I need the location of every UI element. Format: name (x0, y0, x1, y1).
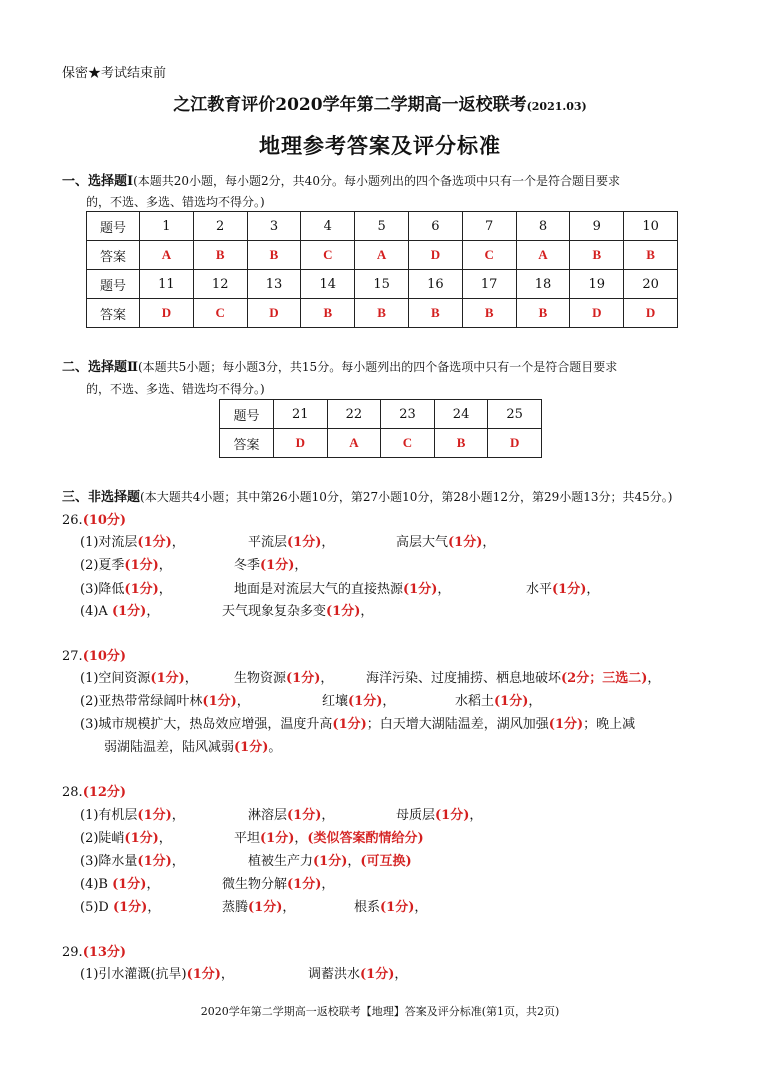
section2-heading (62, 356, 617, 375)
separator: ， (146, 604, 160, 619)
q28-heading (62, 781, 126, 800)
q-num-cell: 24 (434, 400, 488, 429)
score-mark: (1分) (287, 877, 322, 892)
header-cell: 答案 (87, 241, 140, 270)
score-mark: (1分) (287, 808, 322, 823)
score-mark: (1分) (112, 877, 147, 892)
q29-line1-part2 (308, 963, 407, 982)
q-num-cell: 4 (301, 212, 355, 241)
separator: ， (236, 694, 250, 709)
answer-text: ；晚上减 (583, 717, 636, 732)
answer-cell: B (247, 241, 301, 270)
q-num-cell: 13 (247, 270, 301, 299)
answer-text: 天气现象复杂多变 (222, 604, 327, 619)
answer-cell: D (140, 299, 194, 328)
answer-text: ；白天增大湖陆温差，湖风加强 (366, 717, 549, 732)
q26-line1 (80, 531, 185, 550)
header-cell: 题号 (220, 400, 274, 429)
separator: ， (360, 604, 374, 619)
answer-text: (1)对流层 (80, 535, 138, 550)
score-mark: (1分) (137, 854, 172, 869)
table-row (220, 400, 542, 429)
q26-line1-part3 (396, 531, 495, 550)
answer-text: (3)降水量 (80, 854, 138, 869)
answer-text: 根系 (354, 900, 381, 915)
q26-heading (62, 509, 126, 528)
answer-cell: B (434, 429, 488, 458)
q28-line1-part2 (248, 804, 334, 823)
header-cell: 题号 (87, 212, 140, 241)
answer-cell: A (327, 429, 381, 458)
q-num-cell: 23 (381, 400, 435, 429)
q28-score: (12分) (82, 785, 127, 800)
answer-text: 平坦 (234, 831, 261, 846)
separator: ， (294, 831, 308, 846)
q27-number: 27. (62, 649, 83, 664)
answer-cell: B (516, 299, 570, 328)
q-num-cell: 14 (301, 270, 355, 299)
q-num-cell: 11 (140, 270, 194, 299)
answer-text: (2)亚热带常绿阔叶林 (80, 694, 203, 709)
section3-title: 三、非选择题 (62, 490, 141, 505)
separator: ， (147, 900, 161, 915)
answer-text: (1)有机层 (80, 808, 138, 823)
q28-line5 (80, 896, 160, 915)
separator: ， (171, 854, 185, 869)
score-mark: (1分) (202, 694, 237, 709)
score-mark: (1分) (111, 604, 147, 619)
answer-cell: B (462, 299, 516, 328)
q28-line2-part2 (234, 827, 424, 846)
separator: ， (282, 900, 296, 915)
q-num-cell: 9 (570, 212, 624, 241)
q-num-cell: 7 (462, 212, 516, 241)
separator: 。 (268, 740, 282, 755)
answer-text: 冬季 (234, 558, 261, 573)
answer-text: (2)陡峭 (80, 831, 125, 846)
answer-text: (4)B (80, 877, 108, 892)
grading-note: (可互换) (360, 854, 412, 869)
score-mark: (1分) (548, 717, 584, 732)
answer-cell: D (570, 299, 624, 328)
separator: ， (414, 900, 428, 915)
answer-text: 调蓄洪水 (308, 967, 361, 982)
answer-cell: D (408, 241, 462, 270)
confidential-label: 保密★考试结束前 (62, 66, 167, 81)
q-num-cell: 12 (193, 270, 247, 299)
score-mark: (1分) (150, 671, 185, 686)
score-mark: (1分) (124, 558, 159, 573)
answer-text: (5)D (80, 900, 109, 915)
separator: ， (382, 694, 396, 709)
answer-text: (4)A (80, 604, 108, 619)
score-mark: (1分) (494, 694, 529, 709)
q28-line5-part2 (222, 896, 295, 915)
separator: ， (158, 582, 172, 597)
q-num-cell: 25 (488, 400, 542, 429)
table-row (87, 299, 678, 328)
section1-heading (62, 170, 620, 189)
score-mark: (1分) (260, 558, 295, 573)
exam-title (0, 90, 760, 115)
answer-text: 水平 (526, 582, 553, 597)
q27-line2-part3 (455, 690, 541, 709)
q28-line4-part2 (222, 873, 334, 892)
answer-text: 海洋污染、过度捕捞、栖息地破坏 (366, 671, 562, 686)
score-mark: (1分) (448, 535, 483, 550)
separator: ， (158, 831, 172, 846)
answer-cell: C (462, 241, 516, 270)
answer-text: 生物资源 (234, 671, 287, 686)
score-mark: (1分) (124, 582, 159, 597)
answer-cell: C (193, 299, 247, 328)
separator: ， (647, 671, 661, 686)
q-num-cell: 21 (274, 400, 328, 429)
table-row (220, 429, 542, 458)
answer-text: (3)城市规模扩大，热岛效应增强，温度升高 (80, 717, 333, 732)
answer-text: 水稻土 (455, 694, 495, 709)
q28-line3 (80, 850, 185, 869)
q28-number: 28. (62, 785, 83, 800)
q27-line1-part2 (234, 667, 333, 686)
answer-text: 弱湖陆温差，陆风减弱 (104, 740, 235, 755)
section3-heading (62, 486, 672, 505)
answer-cell: C (301, 241, 355, 270)
q28-line1 (80, 804, 185, 823)
q-num-cell: 6 (408, 212, 462, 241)
score-mark: (1分) (248, 900, 283, 915)
section2-desc-line1: (本题共5小题；每小题3分，共15分。每小题列出的四个备选项中只有一个是符合题目要求 (137, 360, 618, 374)
q28-line1-part3 (396, 804, 482, 823)
answer-text: 高层大气 (396, 535, 449, 550)
separator: ， (528, 694, 542, 709)
header-cell: 题号 (87, 270, 140, 299)
q-num-cell: 18 (516, 270, 570, 299)
section3-desc: (本大题共4小题；其中第26小题10分，第27小题10分，第28小题12分，第29小题13分；共45分。) (140, 490, 673, 504)
q29-heading (62, 941, 126, 960)
q27-line2-part2 (322, 690, 395, 709)
answer-cell: B (570, 241, 624, 270)
separator: ， (321, 808, 335, 823)
q-num-cell: 8 (516, 212, 570, 241)
section1-answer-table (86, 211, 678, 328)
answer-text: (2)夏季 (80, 558, 125, 573)
score-mark: (1分) (186, 967, 221, 982)
separator: ， (469, 808, 483, 823)
score-mark: (1分) (380, 900, 415, 915)
section1-desc-line2: 的，不选、多选、错选均不得分。) (86, 195, 265, 209)
score-mark: (2分；三选二) (561, 671, 648, 686)
table-row (87, 212, 678, 241)
q26-line3-part2 (234, 578, 450, 597)
separator: ， (158, 558, 172, 573)
answer-text: (3)降低 (80, 582, 125, 597)
answer-cell: B (355, 299, 409, 328)
separator: ， (482, 535, 496, 550)
answer-text: (1)引水灌溉(抗旱) (80, 967, 187, 982)
score-mark: (1分) (313, 854, 348, 869)
q27-line1 (80, 667, 198, 686)
separator: ， (321, 535, 335, 550)
answer-cell: A (140, 241, 194, 270)
score-mark: (1分) (403, 582, 438, 597)
q27-score: (10分) (82, 649, 127, 664)
q26-line1-part2 (248, 531, 334, 550)
answer-cell: D (624, 299, 678, 328)
q28-line3-part2 (248, 850, 412, 869)
q27-line3 (80, 713, 635, 732)
q-num-cell: 16 (408, 270, 462, 299)
score-mark: (1分) (287, 535, 322, 550)
q26-score: (10分) (82, 513, 127, 528)
answer-cell: B (624, 241, 678, 270)
separator: ， (171, 535, 185, 550)
separator: ， (320, 671, 334, 686)
score-mark: (1分) (234, 740, 269, 755)
answer-text: 微生物分解 (222, 877, 288, 892)
q27-line4 (104, 736, 281, 755)
section1-desc-line1: (本题共20小题，每小题2分，共40分。每小题列出的四个备选项中只有一个是符合题目要求 (133, 174, 620, 188)
answer-cell: B (408, 299, 462, 328)
q-num-cell: 5 (355, 212, 409, 241)
score-mark: (1分) (326, 604, 361, 619)
q26-number: 26. (62, 513, 83, 528)
q26-line3-part3 (526, 578, 599, 597)
separator: ， (437, 582, 451, 597)
grading-note: (类似答案酌情给分) (307, 831, 424, 846)
q-num-cell: 1 (140, 212, 194, 241)
separator: ， (220, 967, 234, 982)
answer-text: 植被生产力 (248, 854, 314, 869)
q28-line5-part3 (354, 896, 427, 915)
q29-number: 29. (62, 945, 83, 960)
q-num-cell: 15 (355, 270, 409, 299)
section2-title: 二、选择题Ⅱ (62, 360, 138, 375)
separator: ， (586, 582, 600, 597)
separator: ， (347, 854, 361, 869)
score-mark: (1分) (286, 671, 321, 686)
q28-line4 (80, 873, 159, 892)
score-mark: (1分) (348, 694, 383, 709)
answer-text: 蒸腾 (222, 900, 249, 915)
q-num-cell: 10 (624, 212, 678, 241)
q26-line4-part2 (222, 600, 373, 619)
score-mark: (1分) (137, 808, 172, 823)
answer-cell: B (301, 299, 355, 328)
exam-date: (2021.03) (526, 100, 587, 113)
answer-text: 地面是对流层大气的直接热源 (234, 582, 404, 597)
q28-line2 (80, 827, 172, 846)
answer-cell: B (193, 241, 247, 270)
q26-line2 (80, 554, 172, 573)
q26-line3 (80, 578, 172, 597)
answer-text: (1)空间资源 (80, 671, 151, 686)
q26-line4 (80, 600, 159, 619)
separator: ， (294, 558, 308, 573)
q-num-cell: 3 (247, 212, 301, 241)
exam-title-main: 之江教育评价2020学年第二学期高一返校联考 (173, 95, 527, 115)
answer-cell: D (247, 299, 301, 328)
score-mark: (1分) (332, 717, 367, 732)
answer-cell: D (274, 429, 328, 458)
answer-text: 平流层 (248, 535, 288, 550)
q27-line2 (80, 690, 250, 709)
table-row (87, 270, 678, 299)
q-num-cell: 20 (624, 270, 678, 299)
q27-line1-part3 (366, 667, 660, 686)
answer-cell: A (516, 241, 570, 270)
answer-cell: C (381, 429, 435, 458)
answer-text: 母质层 (396, 808, 436, 823)
q-num-cell: 19 (570, 270, 624, 299)
q27-heading (62, 645, 126, 664)
score-mark: (1分) (137, 535, 172, 550)
answer-text: 淋溶层 (248, 808, 288, 823)
score-mark: (1分) (112, 900, 148, 915)
header-cell: 答案 (87, 299, 140, 328)
page-title: 地理参考答案及评分标准 (259, 133, 501, 158)
separator: ， (184, 671, 198, 686)
score-mark: (1分) (360, 967, 395, 982)
header-cell: 答案 (220, 429, 274, 458)
q29-score: (13分) (82, 945, 127, 960)
page-footer: 2020学年第二学期高一返校联考【地理】答案及评分标准(第1页，共2页) (200, 1005, 560, 1018)
section2-desc-line2: 的，不选、多选、错选均不得分。) (86, 382, 265, 396)
q-num-cell: 22 (327, 400, 381, 429)
q29-line1 (80, 963, 234, 982)
separator: ， (394, 967, 408, 982)
q-num-cell: 17 (462, 270, 516, 299)
table-row (87, 241, 678, 270)
score-mark: (1分) (260, 831, 295, 846)
section2-answer-table (219, 399, 542, 458)
score-mark: (1分) (124, 831, 159, 846)
q26-line2-part2 (234, 554, 307, 573)
separator: ， (171, 808, 185, 823)
separator: ， (146, 877, 160, 892)
section1-title: 一、选择题Ⅰ (62, 174, 134, 189)
answer-text: 红壤 (322, 694, 349, 709)
answer-cell: D (488, 429, 542, 458)
separator: ， (321, 877, 335, 892)
score-mark: (1分) (435, 808, 470, 823)
answer-cell: A (355, 241, 409, 270)
q-num-cell: 2 (193, 212, 247, 241)
score-mark: (1分) (552, 582, 587, 597)
